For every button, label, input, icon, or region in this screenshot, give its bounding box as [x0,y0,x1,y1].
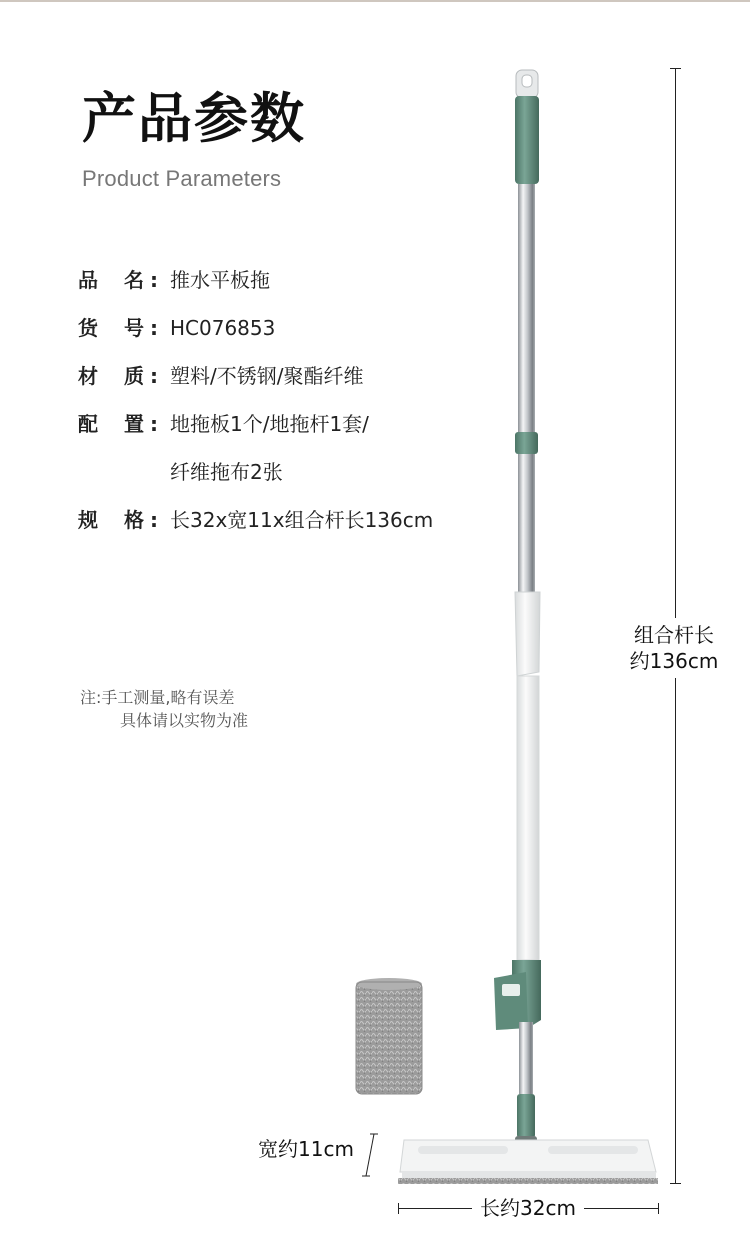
spec-colon: : [150,412,158,436]
mop-neck [517,1094,535,1138]
spec-value: 推水平板拖 [170,268,270,292]
spec-colon: : [150,268,158,292]
spec-value: 长32x宽11x组合杆长136cm [170,508,434,532]
tube-joint [515,432,538,454]
upper-steel-tube [518,184,535,432]
spec-colon: : [150,316,158,340]
top-grip [515,96,539,184]
spec-value: 地拖板1个/地拖杆1套/ [170,412,369,436]
height-dimension-label: 组合杆长 约136cm [618,618,730,678]
spec-value: 塑料/不锈钢/聚酯纤维 [170,364,364,388]
note-line-2: 具体请以实物为准 [120,711,249,730]
white-sleeve-top [515,592,540,676]
spec-value: HC076853 [170,316,276,340]
width-dimension-line [360,1132,380,1178]
spec-colon: : [150,508,158,532]
white-handle-body [517,676,539,960]
middle-steel-tube [518,454,535,592]
handle-hook [516,70,538,98]
note-line-1: 注:手工测量,略有误差 [80,688,235,707]
spare-mop-pad [356,978,422,1094]
spec-value: 纤维拖布2张 [170,460,283,484]
width-dimension-label: 宽约11cm [258,1137,354,1161]
page-subtitle: Product Parameters [82,166,282,191]
mop-plate [398,1140,658,1184]
wringer-clip [494,960,541,1030]
lower-steel-tube [519,1022,533,1094]
length-dimension-label: 长约32cm [472,1196,584,1220]
page-title: 产品参数 [82,87,306,150]
spec-colon: : [150,364,158,388]
